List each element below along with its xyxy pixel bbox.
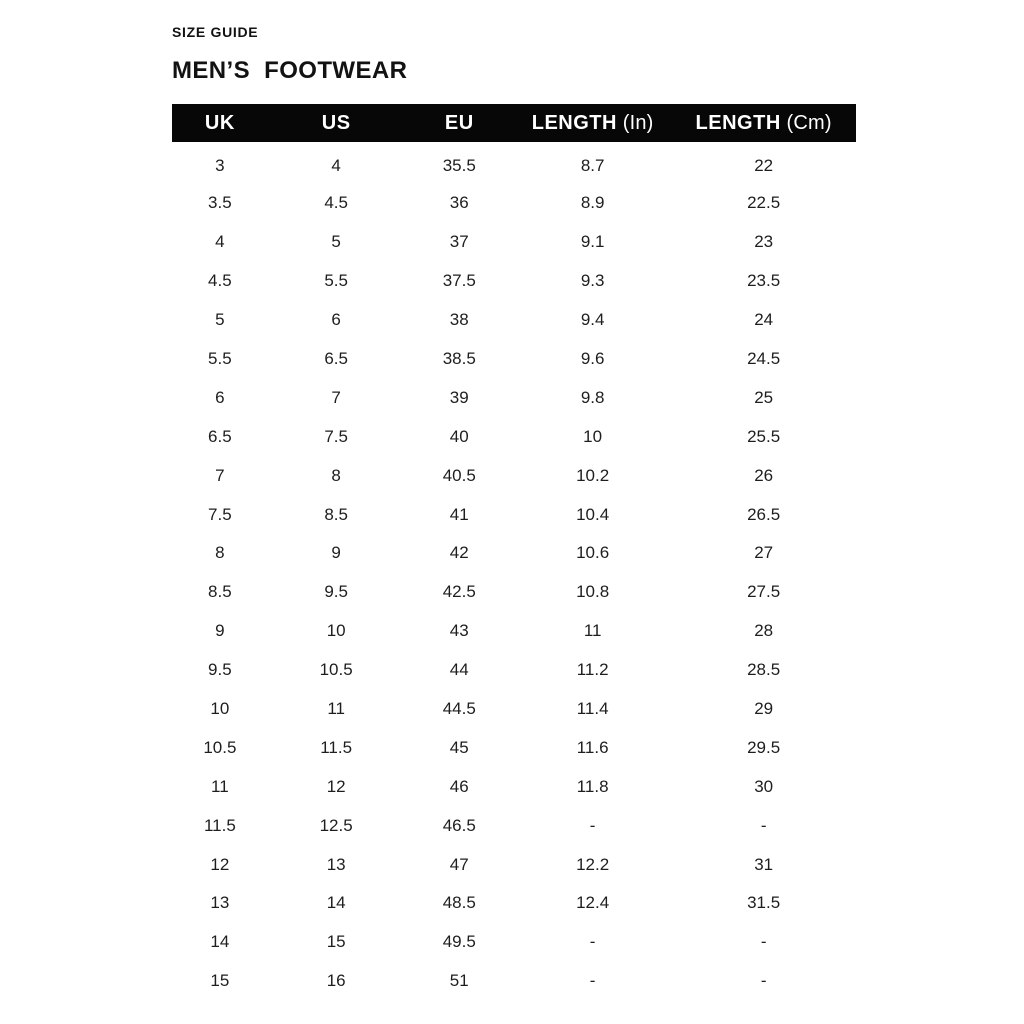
column-header-label: UK <box>204 111 235 134</box>
table-cell: 25 <box>754 387 774 407</box>
table-cell: 39 <box>449 387 469 407</box>
table-cell: 12.2 <box>576 854 610 874</box>
table-cell: 27.5 <box>747 582 781 602</box>
table-cell: 24 <box>754 310 774 330</box>
table-cell: 10 <box>210 699 230 719</box>
table-cell: 10.6 <box>576 543 610 563</box>
table-cell: - <box>589 971 596 991</box>
table-cell: - <box>589 932 596 952</box>
table-cell: 29 <box>754 699 774 719</box>
table-cell: 6.5 <box>324 349 348 368</box>
table-cell: 42 <box>449 543 469 563</box>
table-row <box>172 534 856 573</box>
table-row <box>172 612 856 651</box>
table-row <box>172 845 856 884</box>
table-cell: 25.5 <box>747 426 781 446</box>
table-cell: 5.5 <box>208 349 232 368</box>
table-cell: 13 <box>210 893 230 913</box>
table-row <box>172 690 856 729</box>
table-cell: 11.5 <box>320 737 353 757</box>
size-guide-label: SIZE GUIDE <box>172 24 259 40</box>
table-cell: 27 <box>754 543 774 563</box>
table-cell: 5 <box>331 232 341 252</box>
table-cell: 37 <box>449 232 469 252</box>
table-cell: 10.8 <box>576 582 610 602</box>
table-cell: 38 <box>449 310 469 330</box>
table-cell: 7 <box>331 387 341 407</box>
column-header <box>268 104 405 142</box>
table-cell: 42.5 <box>442 582 476 602</box>
size-table <box>172 104 856 1001</box>
table-cell: 9.5 <box>208 660 232 680</box>
table-cell: 37.5 <box>442 271 476 291</box>
table-cell: 10.2 <box>576 465 610 485</box>
table-cell: 8 <box>331 465 341 485</box>
table-cell: - <box>760 971 767 991</box>
column-header <box>671 104 856 142</box>
table-cell: 10.5 <box>319 660 353 680</box>
table-cell: 44 <box>449 660 469 680</box>
table-cell: 8.5 <box>324 504 348 524</box>
table-cell: 11.5 <box>203 815 236 835</box>
table-cell: 5.5 <box>324 271 348 291</box>
table-cell: 43 <box>449 621 469 641</box>
table-cell: 47 <box>449 854 469 874</box>
table-cell: 3 <box>215 156 225 175</box>
table-cell: 7.5 <box>324 426 348 446</box>
table-cell: 22.5 <box>747 193 781 213</box>
table-cell: 12.5 <box>319 815 353 835</box>
table-cell: 46.5 <box>442 815 476 835</box>
table-cell: 49.5 <box>442 932 476 952</box>
table-cell: 14 <box>326 893 346 913</box>
table-cell: 51 <box>449 971 469 991</box>
table-cell: 6.5 <box>208 426 232 446</box>
table-cell: 9 <box>215 621 225 641</box>
table-cell: 24.5 <box>747 349 781 368</box>
table-cell: 7.5 <box>208 504 232 524</box>
table-row <box>172 573 856 612</box>
table-row <box>172 767 856 806</box>
table-cell: 9.5 <box>324 582 348 602</box>
table-cell: - <box>589 815 596 835</box>
table-cell: 12 <box>326 776 346 796</box>
table-cell: 7 <box>215 465 225 485</box>
table-cell: 10 <box>583 426 603 446</box>
table-cell: 45 <box>449 737 469 757</box>
table-cell: 11.8 <box>576 776 609 796</box>
column-header <box>405 104 514 142</box>
table-cell: 31 <box>754 854 774 874</box>
table-cell: 22 <box>754 156 774 175</box>
table-cell: 38.5 <box>442 349 476 368</box>
table-row <box>172 495 856 534</box>
size-table-body <box>172 142 856 1001</box>
table-cell: 40 <box>449 426 469 446</box>
table-cell: 8.9 <box>580 193 605 213</box>
table-cell: 9.8 <box>580 387 605 407</box>
table-cell: 6 <box>331 310 341 330</box>
table-cell: 11 <box>327 699 345 719</box>
table-cell: 35.5 <box>442 156 476 175</box>
table-cell: 5 <box>215 310 225 330</box>
table-cell: 8.7 <box>580 156 605 175</box>
table-cell: 11.6 <box>576 737 609 757</box>
table-row <box>172 884 856 923</box>
size-guide-panel <box>172 24 856 1001</box>
table-cell: 15 <box>210 971 230 991</box>
table-cell: 48.5 <box>442 893 476 913</box>
table-cell: 29.5 <box>747 737 781 757</box>
table-row <box>172 378 856 417</box>
table-cell: 4 <box>215 232 225 252</box>
table-cell: 9.1 <box>580 232 605 252</box>
table-cell: 26 <box>754 465 774 485</box>
table-row <box>172 301 856 340</box>
table-row <box>172 923 856 962</box>
table-cell: 9 <box>331 543 341 563</box>
column-header <box>514 104 671 142</box>
table-cell: 12.4 <box>576 893 610 913</box>
table-row <box>172 417 856 456</box>
column-header-label: LENGTH <box>695 111 781 134</box>
page-title: MEN’S FOOTWEAR <box>172 57 408 84</box>
table-row <box>172 223 856 262</box>
table-cell: 41 <box>449 504 469 524</box>
table-row <box>172 142 856 184</box>
table-cell: 4 <box>331 156 341 175</box>
table-cell: 36 <box>449 193 469 213</box>
table-row <box>172 262 856 301</box>
table-cell: 10 <box>326 621 346 641</box>
table-cell: - <box>760 932 767 952</box>
table-cell: 11.4 <box>576 699 609 719</box>
table-row <box>172 184 856 223</box>
table-cell: - <box>760 815 767 835</box>
table-cell: 8.5 <box>208 582 232 602</box>
table-cell: 46 <box>449 776 469 796</box>
table-row <box>172 806 856 845</box>
table-cell: 11.2 <box>576 660 609 680</box>
table-cell: 4.5 <box>324 193 348 213</box>
table-row <box>172 962 856 1001</box>
table-cell: 6 <box>215 387 225 407</box>
table-row <box>172 651 856 690</box>
table-cell: 9.4 <box>580 310 605 330</box>
column-header-label: LENGTH <box>531 111 617 134</box>
table-row <box>172 728 856 767</box>
size-table-header <box>172 104 856 142</box>
table-cell: 10.4 <box>576 504 610 524</box>
size-table-header-row <box>172 104 856 142</box>
table-cell: 28.5 <box>747 660 781 680</box>
column-header-unit: (Cm) <box>780 111 832 134</box>
table-cell: 12 <box>210 854 230 874</box>
table-cell: 14 <box>210 932 230 952</box>
table-cell: 11 <box>583 621 602 641</box>
column-header <box>172 104 268 142</box>
table-cell: 9.6 <box>580 349 605 368</box>
table-cell: 23 <box>754 232 774 252</box>
column-header-label: EU <box>444 111 474 134</box>
table-cell: 30 <box>754 776 774 796</box>
table-cell: 40.5 <box>442 465 476 485</box>
table-cell: 23.5 <box>747 271 781 291</box>
table-cell: 9.3 <box>580 271 605 291</box>
table-cell: 44.5 <box>442 699 476 719</box>
column-header-unit: (In) <box>616 111 654 134</box>
table-cell: 10.5 <box>203 737 237 757</box>
table-cell: 26.5 <box>747 504 781 524</box>
column-header-label: US <box>321 111 351 134</box>
table-cell: 11 <box>211 776 229 796</box>
table-cell: 3.5 <box>208 193 232 213</box>
table-row <box>172 456 856 495</box>
table-cell: 16 <box>326 971 346 991</box>
table-cell: 31.5 <box>747 893 781 913</box>
table-cell: 15 <box>326 932 346 952</box>
table-cell: 4.5 <box>208 271 232 291</box>
table-cell: 13 <box>326 854 346 874</box>
table-cell: 8 <box>215 543 225 563</box>
table-cell: 28 <box>754 621 774 641</box>
table-row <box>172 340 856 379</box>
